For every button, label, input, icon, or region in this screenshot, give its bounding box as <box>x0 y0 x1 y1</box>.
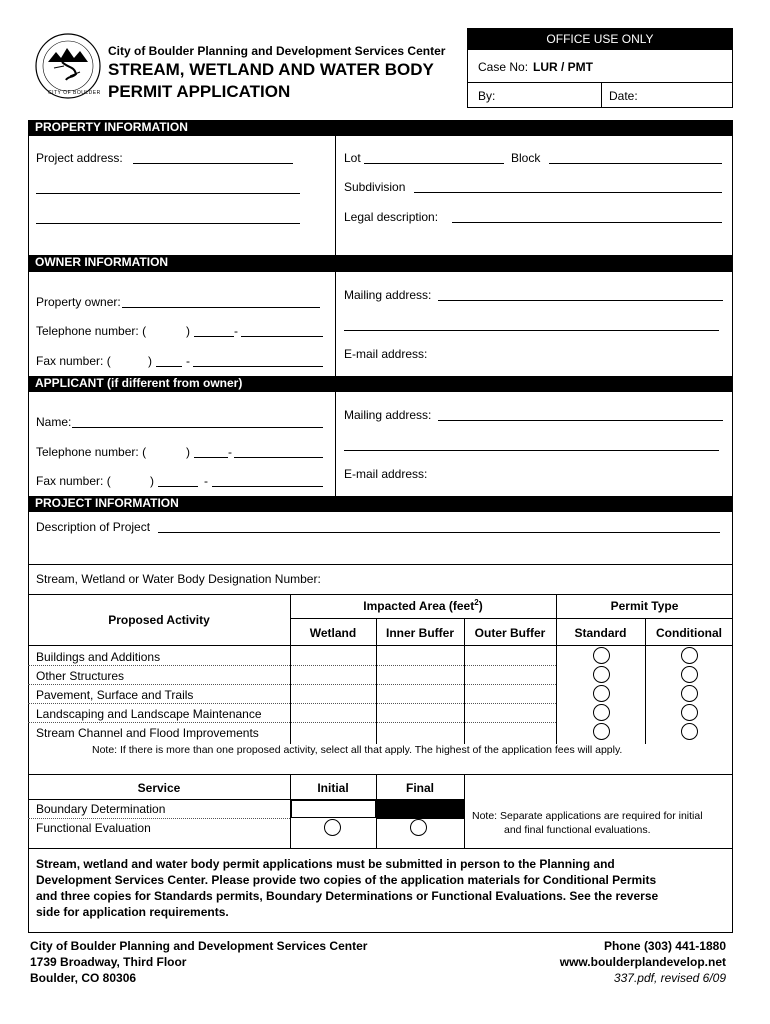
footer-web: www.boulderplandevelop.net <box>559 955 726 969</box>
instructions-line: Development Services Center. Please provide two copies of the application materials for Conditional Permits <box>36 873 657 887</box>
designation-number-label: Stream, Wetland or Water Body Designation Number: <box>36 572 321 586</box>
page-title-line1: STREAM, WETLAND AND WATER BODY <box>108 60 434 79</box>
activity-row-label: Buildings and Additions <box>36 650 161 664</box>
office-divider <box>467 82 733 83</box>
project-description-label: Description of Project <box>36 520 151 534</box>
project-section-header: PROJECT INFORMATION <box>28 496 733 512</box>
page-title-line2: PERMIT APPLICATION <box>108 82 291 101</box>
conditional-radio[interactable] <box>681 723 698 740</box>
activity-row-line <box>28 703 556 704</box>
block-label: Block <box>511 151 541 165</box>
footer-phone: Phone (303) 441-1880 <box>603 939 726 953</box>
property-owner-field[interactable] <box>122 307 320 308</box>
standard-radio[interactable] <box>593 685 610 702</box>
case-label: Case No: <box>478 60 529 74</box>
service-row-label: Functional Evaluation <box>36 821 151 835</box>
footer-address2: Boulder, CO 80306 <box>30 971 137 985</box>
service-note-line2: and final functional evaluations. <box>504 824 651 836</box>
owner-fax-dash: - <box>186 354 190 368</box>
owner-mailing-field[interactable] <box>438 300 723 301</box>
legal-description-label: Legal description: <box>344 210 439 224</box>
footer-revision: 337.pdf, revised 6/09 <box>613 971 726 985</box>
standard-radio[interactable] <box>593 704 610 721</box>
activity-row-label: Landscaping and Landscape Maintenance <box>36 707 262 721</box>
applicant-mailing-field[interactable] <box>438 420 723 421</box>
activity-subheader-line <box>290 618 733 619</box>
owner-fax-prefix-field[interactable] <box>156 366 182 367</box>
initial-header: Initial <box>317 781 349 795</box>
owner-mailing-label: Mailing address: <box>344 288 432 302</box>
address-line-3-field[interactable] <box>36 223 300 224</box>
conditional-radio[interactable] <box>681 666 698 683</box>
service-row-line <box>28 818 290 819</box>
project-description-field[interactable] <box>158 532 720 533</box>
inner-buffer-header: Inner Buffer <box>385 626 454 640</box>
boundary-initial-box[interactable] <box>291 800 376 818</box>
applicant-email-label: E-mail address: <box>344 467 428 481</box>
case-value: LUR / PMT <box>533 60 593 74</box>
owner-telephone-number-field[interactable] <box>241 336 323 337</box>
seal-text: CITY OF BOULDER <box>48 90 101 96</box>
project-address-field[interactable] <box>133 163 293 164</box>
impacted-area-sup: 2 <box>474 598 479 607</box>
service-header: Service <box>137 781 181 795</box>
applicant-mailing-label: Mailing address: <box>344 408 432 422</box>
activity-row-label: Stream Channel and Flood Improvements <box>36 726 259 740</box>
standard-radio[interactable] <box>593 723 610 740</box>
applicant-telephone-dash: - <box>228 445 232 459</box>
activity-row-line <box>28 722 556 723</box>
impacted-area-close: ) <box>478 599 483 613</box>
applicant-mailing-field-2[interactable] <box>344 450 719 451</box>
conditional-radio[interactable] <box>681 685 698 702</box>
permit-type-header: Permit Type <box>610 599 679 613</box>
owner-fax-label: Fax number: ( <box>36 354 111 368</box>
standard-header: Standard <box>574 626 627 640</box>
activity-header-bottom <box>28 645 733 646</box>
property-section-header: PROPERTY INFORMATION <box>28 120 733 136</box>
service-note-line1: Note: Separate applications are required for initial <box>472 810 703 822</box>
functional-initial-radio[interactable] <box>324 819 341 836</box>
service-col-div-3 <box>464 774 465 848</box>
lot-field[interactable] <box>364 163 504 164</box>
conditional-header: Conditional <box>656 626 722 640</box>
proposed-activity-header: Proposed Activity <box>108 613 210 627</box>
instructions-line: side for application requirements. <box>36 905 229 919</box>
footer-org: City of Boulder Planning and Development Services Center <box>30 939 368 953</box>
office-vdivider <box>601 82 602 108</box>
owner-telephone-prefix-field[interactable] <box>194 336 234 337</box>
subdivision-label: Subdivision <box>344 180 406 194</box>
legal-description-field[interactable] <box>452 222 722 223</box>
applicant-telephone-paren: ) <box>186 445 190 459</box>
final-header: Final <box>405 781 434 795</box>
owner-mailing-field-2[interactable] <box>344 330 719 331</box>
impacted-area-label: Impacted Area (feet <box>363 599 475 613</box>
footer-address1: 1739 Broadway, Third Floor <box>30 955 187 969</box>
owner-section-header: OWNER INFORMATION <box>28 255 733 272</box>
owner-telephone-paren: ) <box>186 324 190 338</box>
owner-fax-number-field[interactable] <box>193 366 323 367</box>
applicant-name-field[interactable] <box>72 427 323 428</box>
lot-label: Lot <box>344 151 361 165</box>
applicant-section-header: APPLICANT (if different from owner) <box>28 376 733 392</box>
applicant-fax-dash: - <box>204 474 208 488</box>
service-bottom <box>28 848 733 849</box>
activity-row-label: Pavement, Surface and Trails <box>36 688 194 702</box>
applicant-fax-prefix-field[interactable] <box>158 486 198 487</box>
date-label: Date: <box>609 89 638 103</box>
block-field[interactable] <box>549 163 722 164</box>
activity-note-bottom <box>28 774 733 775</box>
conditional-radio[interactable] <box>681 704 698 721</box>
project-address-label: Project address: <box>36 151 123 165</box>
property-owner-label: Property owner: <box>36 295 121 309</box>
address-line-2-field[interactable] <box>36 193 300 194</box>
header-org: City of Boulder Planning and Development Services Center <box>108 44 446 58</box>
subdivision-field[interactable] <box>414 192 722 193</box>
project-divider <box>28 564 733 565</box>
owner-vdivider <box>335 272 336 376</box>
owner-email-label: E-mail address: <box>344 347 428 361</box>
activity-row-line <box>28 665 556 666</box>
boundary-final-blocked <box>377 800 464 819</box>
activity-row-line <box>28 684 556 685</box>
outer-buffer-header: Outer Buffer <box>474 626 546 640</box>
applicant-fax-label: Fax number: ( <box>36 474 111 488</box>
property-vdivider <box>335 136 336 255</box>
by-label: By: <box>478 89 496 103</box>
instructions-line: Stream, wetland and water body permit applications must be submitted in person to the Planning and <box>36 857 615 871</box>
applicant-telephone-prefix-field[interactable] <box>194 457 228 458</box>
activity-row-label: Other Structures <box>36 669 125 683</box>
standard-radio[interactable] <box>593 666 610 683</box>
owner-telephone-label: Telephone number: ( <box>36 324 147 338</box>
impacted-area-header <box>290 598 556 613</box>
functional-final-radio[interactable] <box>410 819 427 836</box>
applicant-fax-paren: ) <box>150 474 154 488</box>
conditional-radio[interactable] <box>681 647 698 664</box>
applicant-fax-number-field[interactable] <box>212 486 323 487</box>
applicant-vdivider <box>335 392 336 496</box>
office-use-title: OFFICE USE ONLY <box>546 32 654 46</box>
applicant-telephone-label: Telephone number: ( <box>36 445 147 459</box>
activity-note: Note: If there is more than one proposed activity, select all that apply. The highest of the application fees will apply. <box>92 744 623 756</box>
wetland-header: Wetland <box>309 626 357 640</box>
service-row-label: Boundary Determination <box>36 802 166 816</box>
applicant-telephone-number-field[interactable] <box>234 457 323 458</box>
standard-radio[interactable] <box>593 647 610 664</box>
instructions-line: and three copies for Standards permits, Boundary Determinations or Functional Evaluations. See the reverse <box>36 889 659 903</box>
activity-col-div-4 <box>556 594 557 744</box>
owner-telephone-dash: - <box>234 324 238 338</box>
owner-fax-paren: ) <box>148 354 152 368</box>
designation-divider <box>28 594 733 595</box>
applicant-name-label: Name: <box>36 415 72 429</box>
